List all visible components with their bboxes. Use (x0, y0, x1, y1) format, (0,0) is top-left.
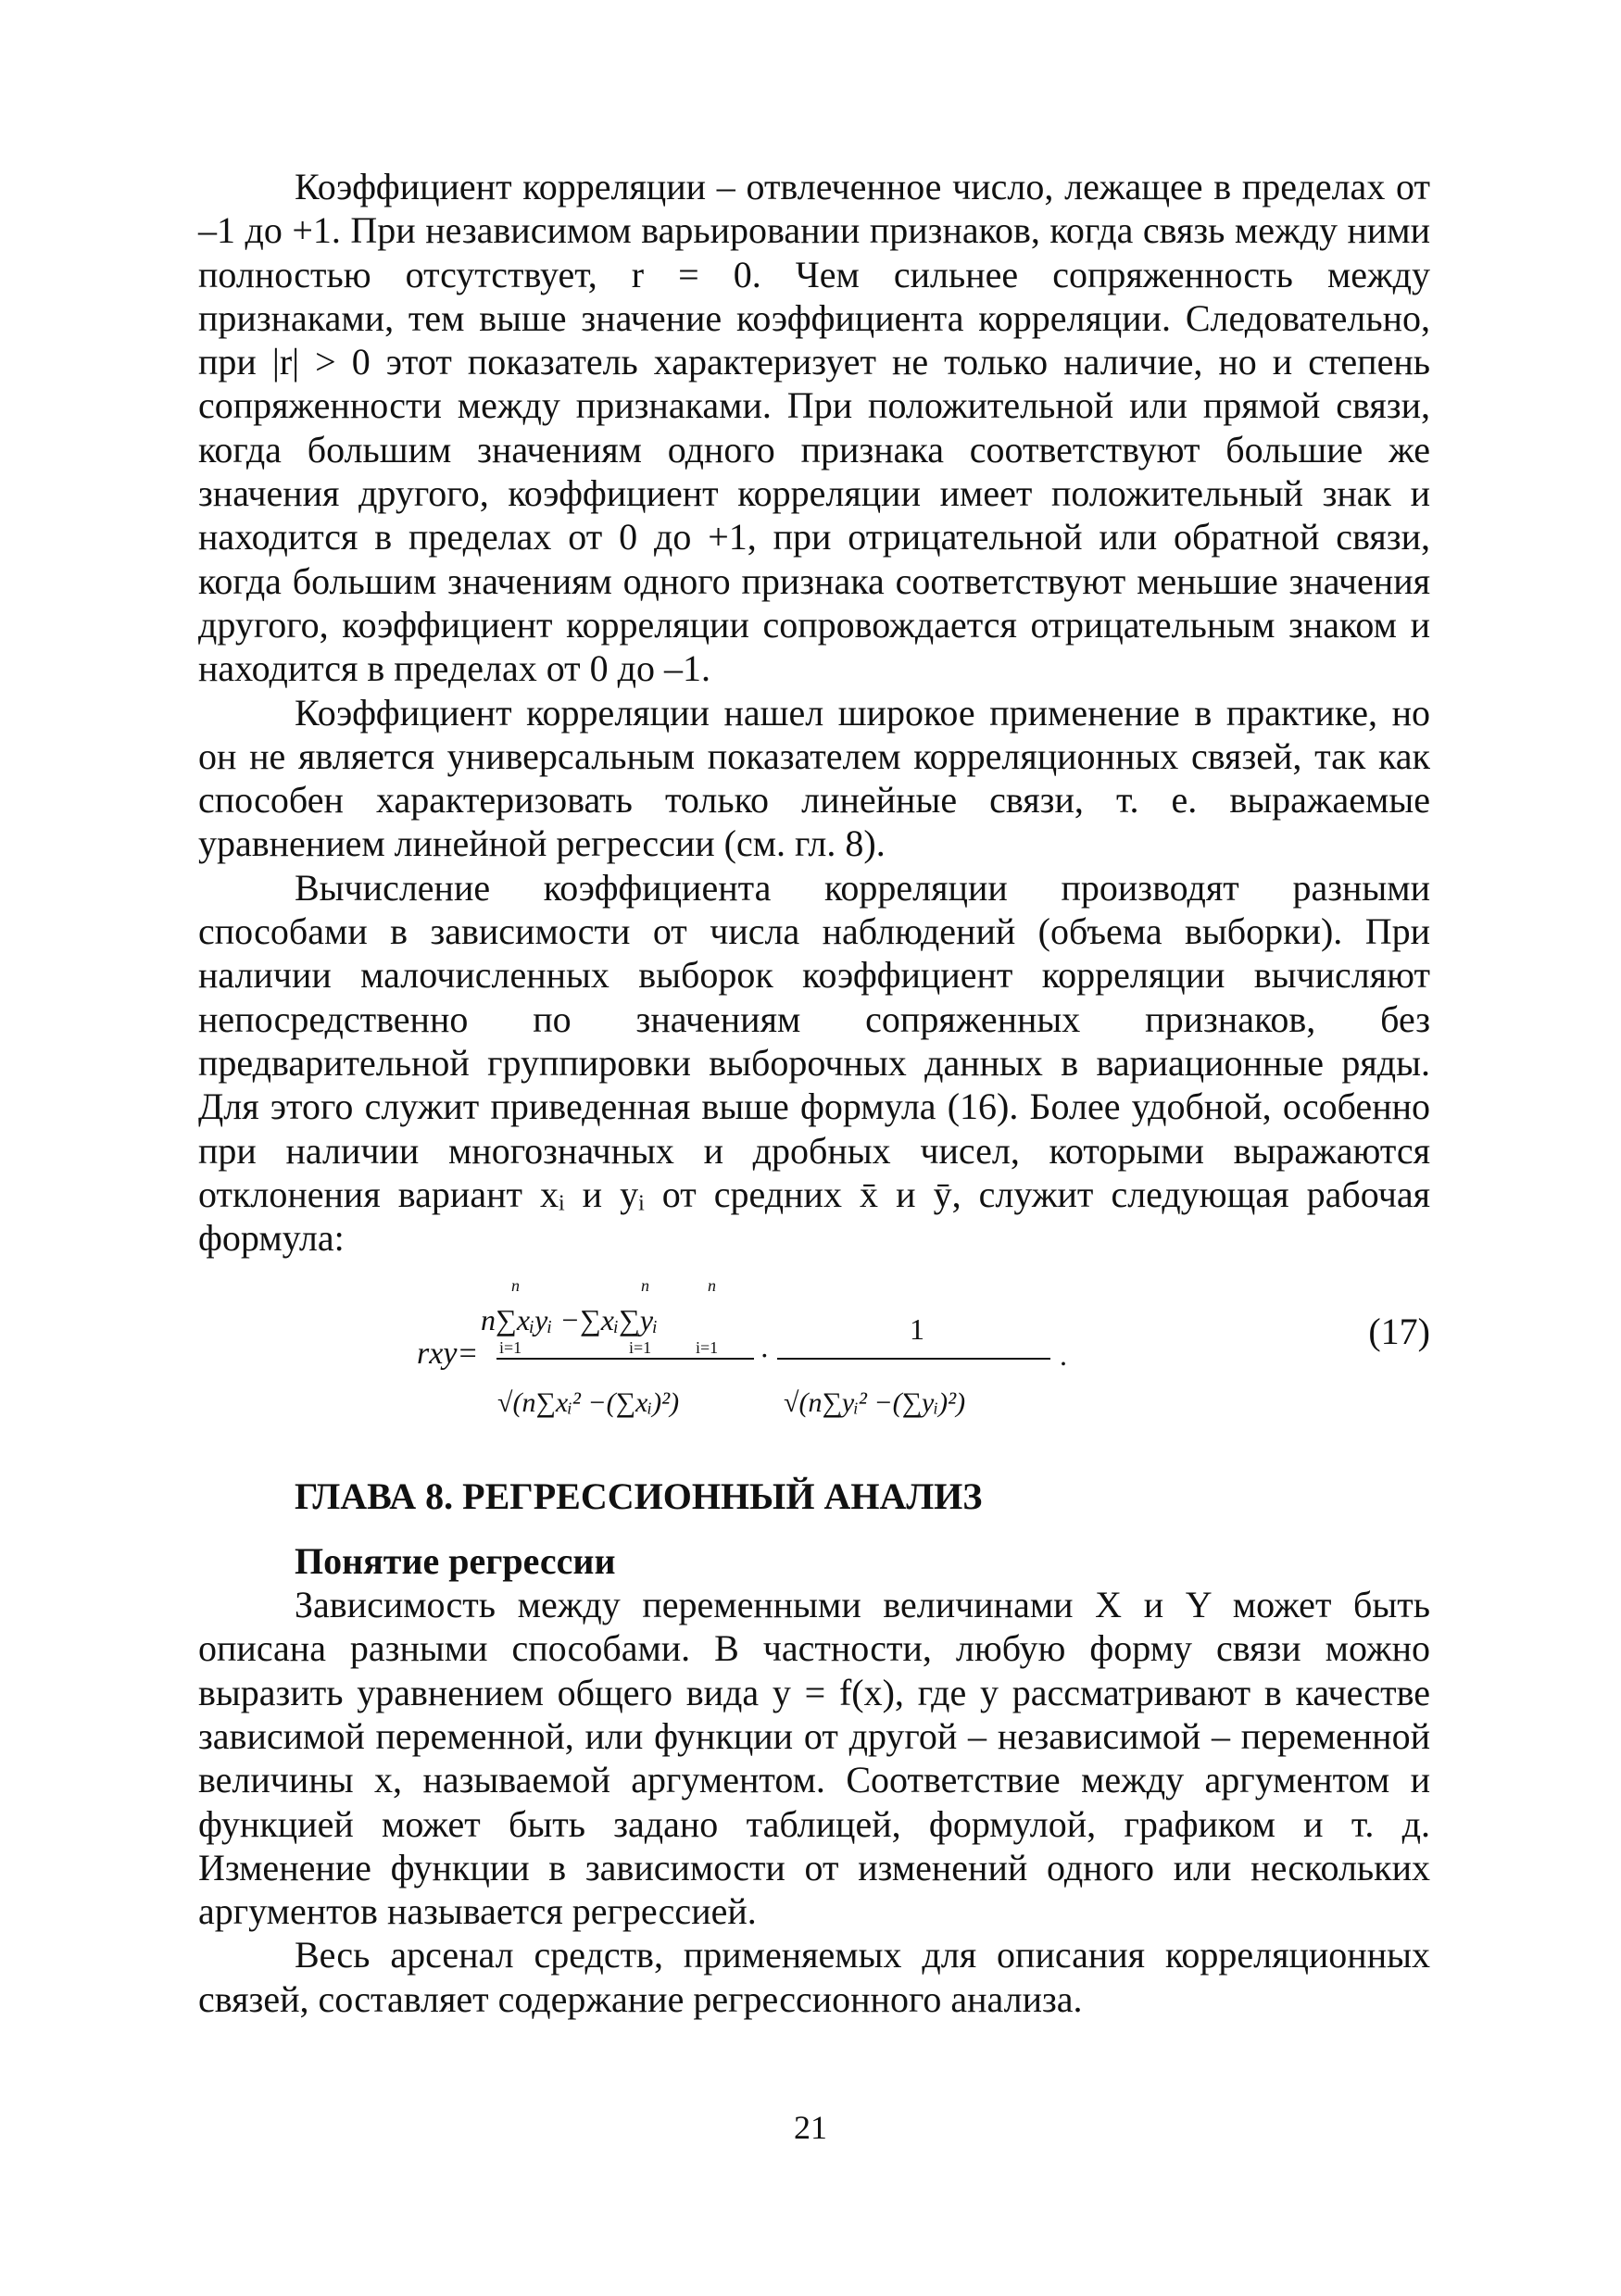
limit-lower-3: i=1 (696, 1338, 719, 1358)
formula-lhs: rxy= (417, 1336, 479, 1372)
formula-denominator-2: √(n∑yᵢ² −(∑yᵢ)²) (784, 1387, 966, 1419)
page-number: 21 (794, 2109, 827, 2146)
page-content (198, 165, 1430, 2021)
formula-dot: · (760, 1338, 770, 1373)
limit-upper-2: n (641, 1276, 649, 1296)
formula-svg (198, 1263, 1430, 1437)
paragraph-correlation-calculation: Вычисление коэффициента корреляции производят разными способами в зависимости от числа наблюдений (объема выборки). При наличии малочисленных выборок коэффициент корреляции вычисляют непосредственно по значениям сопряженных признаков, без предварительной группировки выборочных данных в вариационные ряды. Для этого служит приведенная выше формула (16). Более удобной, особенно при наличии многозначных и дробных чисел, которыми выражаются отклонения вариант xᵢ и yᵢ от средних x̄ и ȳ, служит следующая рабочая формула: (198, 866, 1430, 1260)
limit-upper-3: n (708, 1276, 716, 1296)
formula-denominator-1: √(n∑xᵢ² −(∑xᵢ)²) (497, 1387, 680, 1419)
formula-numerator: n∑xᵢyᵢ −∑xᵢ∑yᵢ (481, 1303, 659, 1337)
paragraph-regression-definition: Зависимость между переменными величинами X и Y может быть описана разными способами. В частности, любую форму связи можно выразить уравнением общего вида y = f(x), где y рассматривают в качестве зависимой переменной, или функции от другой – независимой – переменной величины x, называемой аргументом. Соответствие между аргументом и функцией может быть задано таблицей, формулой, графиком и т. д. Изменение функции в зависимости от изменений одного или нескольких аргументов называется регрессией. (198, 1584, 1430, 1933)
chapter-title: ГЛАВА 8. РЕГРЕССИОННЫЙ АНАЛИЗ (295, 1475, 983, 1518)
formula-end-dot: . (1060, 1338, 1067, 1373)
equation-number: (17) (1368, 1311, 1430, 1353)
paragraph-regression-analysis: Весь арсенал средств, применяемых для описания корреляционных связей, составляет содержание регрессионного анализа. (198, 1934, 1430, 2020)
limit-upper-1: n (511, 1276, 520, 1296)
paragraph-correlation-application: Коэффициент корреляции нашел широкое применение в практике, но он не является универсальным показателем корреляционных связей, так как способен характеризовать только линейные связи, т. е. выражаемые уравнением линейной регрессии (см. гл. 8). (198, 691, 1430, 865)
formula-17 (198, 1263, 1430, 1437)
formula-numerator-2: 1 (910, 1312, 924, 1347)
limit-lower-1: i=1 (499, 1338, 522, 1358)
paragraph-correlation-range: Коэффициент корреляции – отвлеченное число, лежащее в пределах от –1 до +1. При независимом варьировании признаков, когда связь между ними полностью отсутствует, r = 0. Чем сильнее сопряженность между признаками, тем выше значение коэффициента корреляции. Следовательно, при |r| > 0 этот показатель характеризует не только наличие, но и степень сопряженности между признаками. При положительной или прямой связи, когда большим значениям одного признака соответствуют большие же значения другого, коэффициент корреляции имеет положительный знак и находится в пределах от 0 до +1, при отрицательной или обратной связи, когда большим значениям одного признака соответствуют меньшие значения другого, коэффициент корреляции сопровождается отрицательным знаком и находится в пределах от 0 до –1. (198, 166, 1430, 690)
section-title: Понятие регрессии (295, 1539, 616, 1582)
limit-lower-2: i=1 (629, 1338, 652, 1358)
